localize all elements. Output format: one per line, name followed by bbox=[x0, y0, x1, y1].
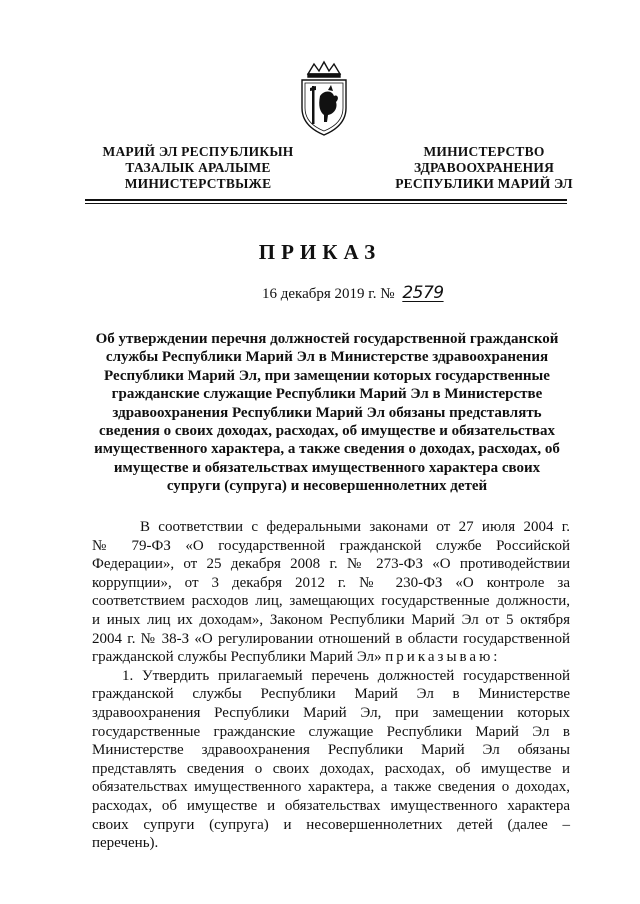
preamble-line: Федерации», от 25 декабря 2008 г. № 273-ФЗ «О противодействии bbox=[92, 556, 570, 573]
subject-line: сведения о своих доходах, расходах, об имуществе и обязательствах bbox=[98, 423, 556, 440]
preamble-line: № 79-ФЗ «О государственной гражданской службе Российской bbox=[92, 537, 570, 554]
subject-line: гражданские служащие Республики Марий Эл в Министерстве bbox=[111, 386, 543, 403]
item1-line: представлять сведения о своих доходах, расходах, об имуществе и bbox=[92, 760, 570, 777]
preamble-line: соответствием расходов лиц, замещающих государственные должности, bbox=[92, 593, 570, 610]
preamble-line: коррупции», от 3 декабря 2012 г. № 230-ФЗ «О контроле за bbox=[92, 574, 570, 591]
subject-line: имущественного характера, а также сведения о доходах, расходах, об bbox=[94, 441, 560, 458]
ministry-name-mari: МАРИЙ ЭЛ РЕСПУБЛИКЫН ТАЗАЛЫК АРАЛЫМЕ МИНИСТЕРСТВЫЖЕ bbox=[102, 144, 294, 191]
preamble-line: В соответствии с федеральными законами от 27 июля 2004 г. bbox=[140, 519, 570, 535]
preamble-line: и иных лиц их доходам», Законом Республики Марий Эл от 5 октября bbox=[92, 611, 570, 628]
subject-line: Об утверждении перечня должностей государственной гражданской bbox=[95, 331, 559, 347]
coat-of-arms-icon bbox=[294, 60, 354, 138]
item1-line: 1. Утвердить прилагаемый перечень должностей государственной bbox=[122, 667, 570, 684]
item1-line: своих супруги (супруга) и несовершеннолетних детей (далее – bbox=[92, 816, 570, 833]
order-body bbox=[92, 518, 570, 853]
header-divider bbox=[85, 199, 567, 201]
item1-line: здравоохранения Республики Марий Эл, при замещении которых bbox=[92, 704, 570, 721]
subject-line: службы Республики Марий Эл в Министерстве здравоохранения bbox=[105, 349, 549, 366]
subject-line: имуществе и обязательствах имущественного характера своих bbox=[113, 459, 541, 476]
ministry-name-russian: МИНИСТЕРСТВО ЗДРАВООХРАНЕНИЯ РЕСПУБЛИКИ МАРИЙ ЭЛ bbox=[395, 144, 573, 191]
item1-line: государственные гражданские служащие Республики Марий Эл в bbox=[92, 723, 570, 740]
order-subject bbox=[84, 330, 570, 496]
subject-line: супруги (супруга) и несовершеннолетних детей bbox=[166, 478, 488, 495]
item1-line: расходах, об имуществе и обязательствах имущественного характера bbox=[92, 797, 570, 814]
order-number: 2579 bbox=[402, 283, 444, 303]
preamble-line: 2004 г. № 38-З «О регулировании отношений в области государственной bbox=[92, 630, 570, 647]
order-title: ПРИКАЗ bbox=[258, 240, 382, 264]
subject-line: Республики Марий Эл, при замещении которых государственные bbox=[104, 367, 550, 384]
item1-line: Министерстве здравоохранения Республики Марий Эл обязаны bbox=[92, 742, 570, 759]
item1-line: перечень). bbox=[92, 835, 159, 852]
order-date: 16 декабря 2019 г. № bbox=[262, 286, 395, 302]
header-divider-thin bbox=[85, 203, 567, 204]
preamble-line-last: гражданской службы Республики Марий Эл» приказываю: bbox=[92, 649, 501, 666]
subject-line: здравоохранения Республики Марий Эл обязаны представлять bbox=[112, 404, 542, 421]
item1-line: гражданской службы Республики Марий Эл в Министерстве bbox=[92, 686, 570, 703]
item1-line: обязательствах имущественного характера, а также сведения о доходах, bbox=[92, 779, 570, 796]
order-date-line bbox=[262, 283, 444, 303]
order-word: приказываю: bbox=[385, 649, 501, 666]
